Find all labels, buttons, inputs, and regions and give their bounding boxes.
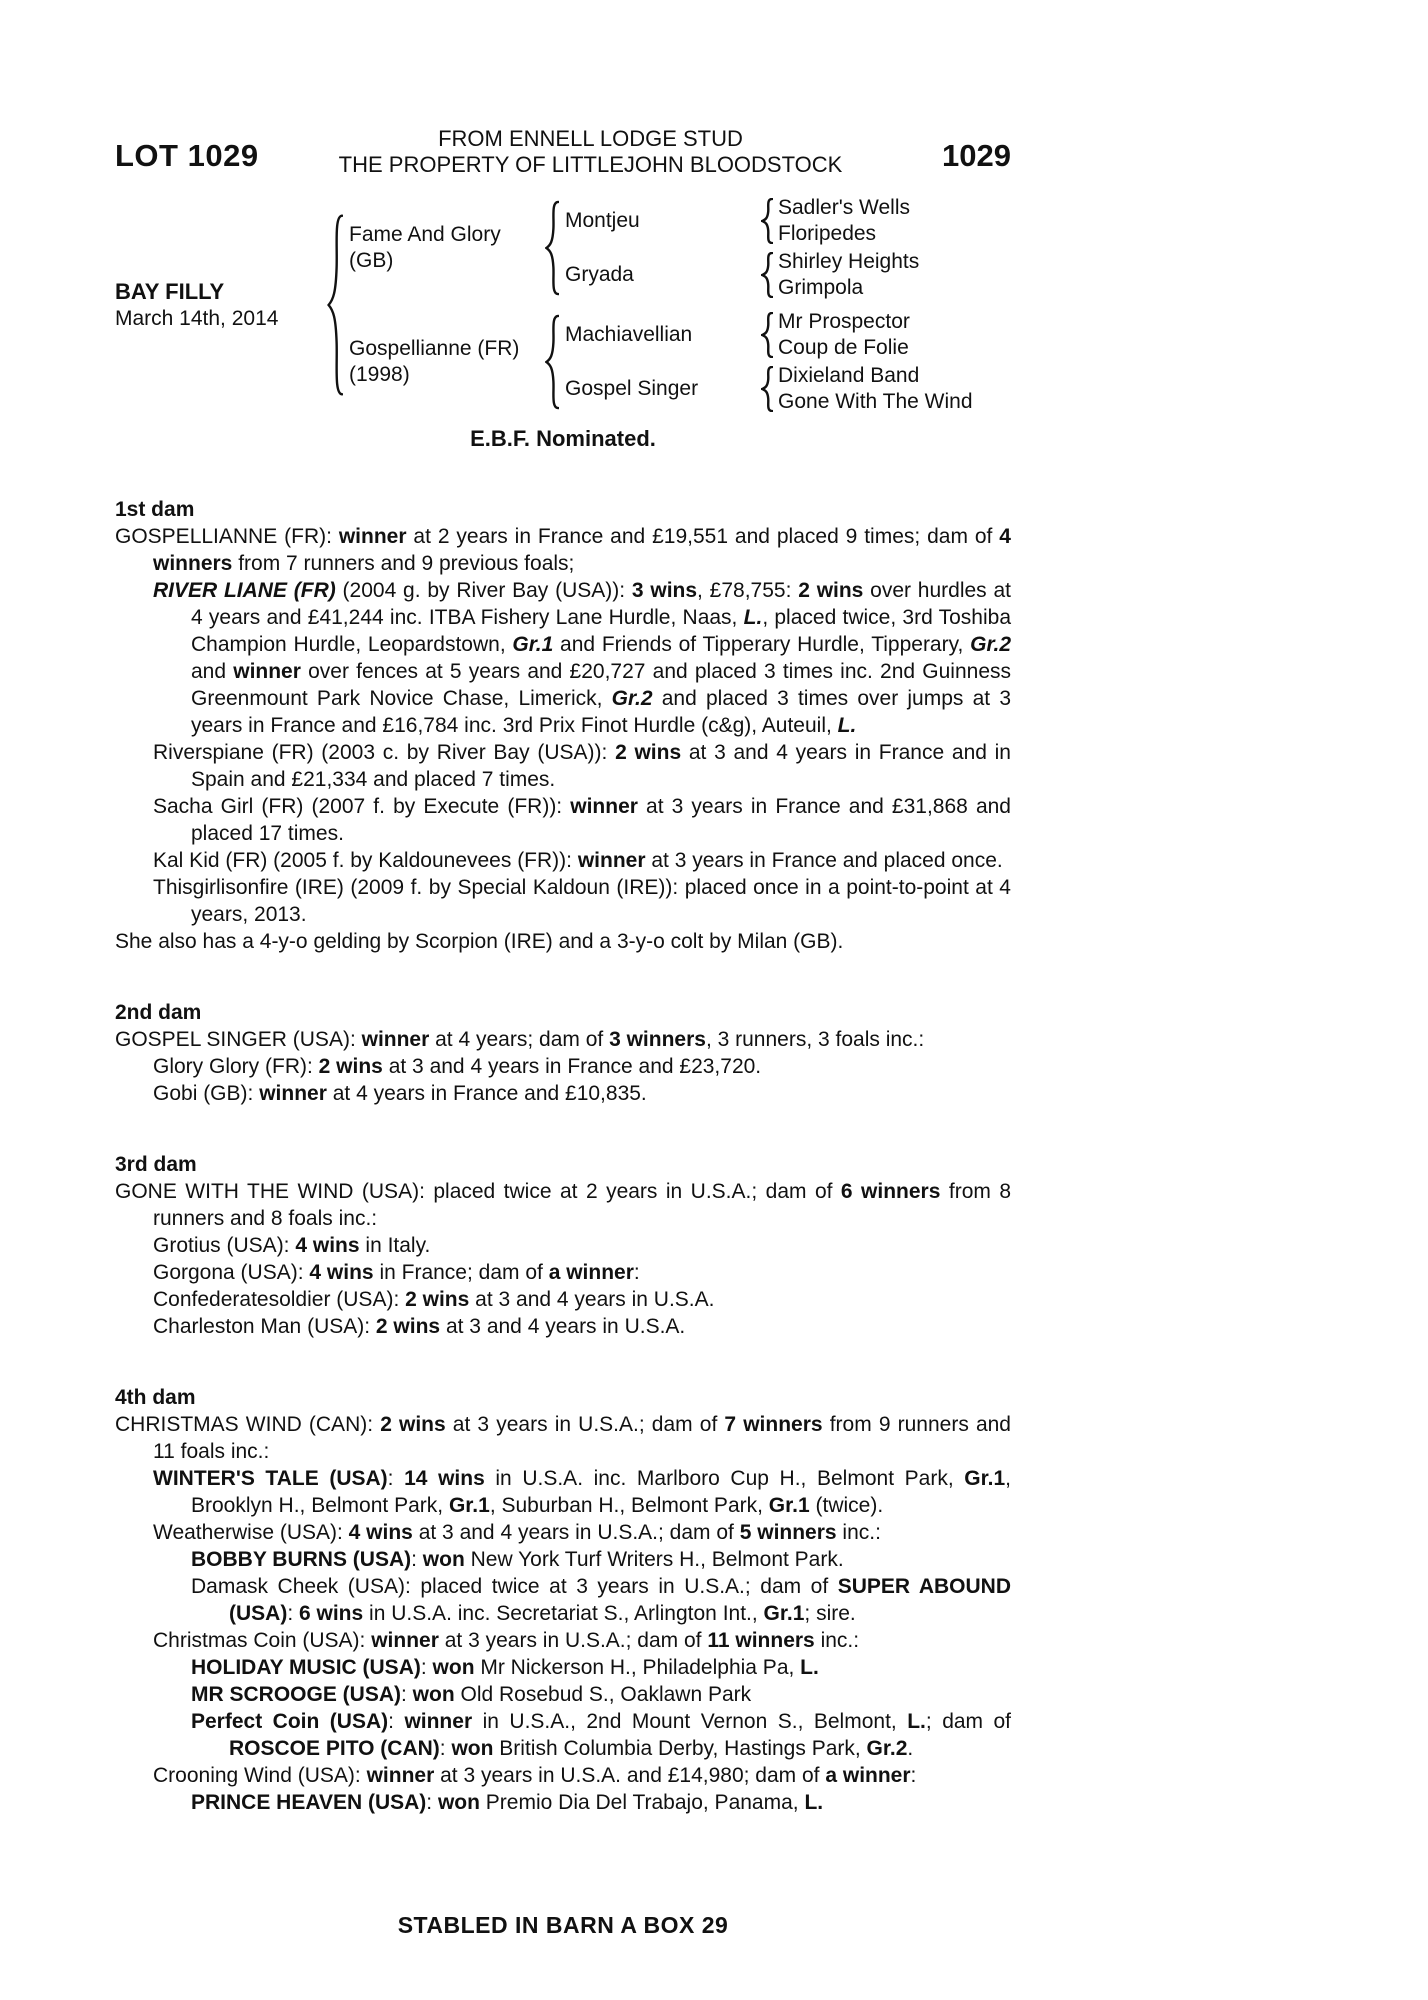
dam-name: Gospellianne (FR)	[349, 337, 520, 360]
sire-parents	[559, 194, 919, 302]
pedigree-paragraph: RIVER LIANE (FR) (2004 g. by River Bay (USA)): 3 wins, £78,755: 2 wins over hurdles at 4 years and £41,244 inc. ITBA Fishery Lane Hurdle, Naas, L., placed twice, 3rd Toshiba Champion Hurdle, Leopardstown, Gr.1 and Friends of Tipperary Hurdle, Tipperary, Gr.2 and winner over fences at 5 years and £20,727 and placed 3 times inc. 2nd Guinness Greenmount Park Novice Chase, Limerick, Gr.2 and placed 3 times over jumps at 3 years in France and £16,784 inc. 3rd Prix Finot Hurdle (c&g), Auteuil, L.	[153, 579, 1012, 737]
dam-heading: 3rd dam	[115, 1153, 197, 1176]
pedigree-brace-icon	[327, 212, 343, 398]
grandparent-name: Sadler's Wells	[778, 196, 910, 219]
pedigree-paragraph: Weatherwise (USA): 4 wins at 3 and 4 years in U.S.A.; dam of 5 winners inc.:	[153, 1521, 881, 1544]
sire-dam-name: Gryada	[565, 263, 634, 286]
pedigree-paragraph: GOSPELLIANNE (FR): winner at 2 years in France and £19,551 and placed 9 times; dam of 4 winners from 7 runners and 9 previous foals;	[115, 525, 1011, 575]
subject-name: BAY FILLY	[115, 279, 225, 304]
parent-unit	[559, 194, 919, 248]
grandparent-name: Mr Prospector	[778, 310, 910, 333]
parent-unit	[559, 362, 973, 416]
dam-heading: 4th dam	[115, 1386, 196, 1409]
pedigree-paragraph: She also has a 4-y-o gelding by Scorpion (IRE) and a 3-y-o colt by Milan (GB).	[115, 930, 844, 953]
pedigree-paragraph: Grotius (USA): 4 wins in Italy.	[153, 1234, 431, 1257]
dam-sections	[115, 496, 1011, 1816]
pedigree-brace-icon	[545, 314, 559, 410]
pedigree-paragraph: Sacha Girl (FR) (2007 f. by Execute (FR)): winner at 3 years in France and £31,868 and placed 17 times.	[153, 795, 1011, 845]
dam-heading: 1st dam	[115, 498, 195, 521]
grandparent-pair	[773, 363, 973, 415]
page-content	[115, 126, 1011, 1939]
dam-section	[115, 999, 1011, 1107]
pedigree-paragraph: CHRISTMAS WIND (CAN): 2 wins at 3 years in U.S.A.; dam of 7 winners from 9 runners and 11 foals inc.:	[115, 1413, 1011, 1463]
dam-cell	[343, 336, 545, 388]
pedigree-paragraph: WINTER'S TALE (USA): 14 wins in U.S.A. inc. Marlboro Cup H., Belmont Park, Gr.1, Brooklyn H., Belmont Park, Gr.1, Suburban H., Belmont Park, Gr.1 (twice).	[153, 1467, 1011, 1517]
pedigree-brace-icon	[761, 312, 773, 358]
sire-cell	[343, 222, 545, 274]
sire-sire-name: Montjeu	[565, 209, 640, 232]
pedigree-paragraph: Perfect Coin (USA): winner in U.S.A., 2nd Mount Vernon S., Belmont, L.; dam of ROSCOE PITO (CAN): won British Columbia Derby, Hastings Park, Gr.2.	[191, 1710, 1012, 1760]
grandparent-name: Shirley Heights	[778, 250, 920, 273]
consignor-from-line: FROM ENNELL LODGE STUD	[438, 126, 743, 151]
sire-suffix: (GB)	[349, 249, 394, 272]
dam-heading: 2nd dam	[115, 1001, 202, 1024]
subject-cell	[115, 278, 327, 332]
grandparent-name: Floripedes	[778, 222, 877, 245]
consignor-block	[330, 126, 851, 178]
parent-unit	[559, 248, 919, 302]
pedigree-paragraph: HOLIDAY MUSIC (USA): won Mr Nickerson H., Philadelphia Pa, L.	[191, 1656, 819, 1679]
pedigree-paragraph: Riverspiane (FR) (2003 c. by River Bay (USA)): 2 wins at 3 and 4 years in France and in Spain and £21,334 and placed 7 times.	[153, 741, 1011, 791]
pedigree-tree	[115, 194, 1011, 416]
pedigree-paragraph: PRINCE HEAVEN (USA): won Premio Dia Del Trabajo, Panama, L.	[191, 1791, 824, 1814]
stabled-location-line: STABLED IN BARN A BOX 29	[397, 1912, 729, 1938]
catalogue-header	[115, 126, 1011, 178]
pedigree-brace-icon	[545, 200, 559, 296]
pedigree-paragraph: Glory Glory (FR): 2 wins at 3 and 4 years in France and £23,720.	[153, 1055, 762, 1078]
pedigree-brace-icon	[761, 366, 773, 412]
pedigree-paragraph: Kal Kid (FR) (2005 f. by Kaldounevees (FR)): winner at 3 years in France and placed once.	[153, 849, 1003, 872]
pedigree-paragraph: Crooning Wind (USA): winner at 3 years in U.S.A. and £14,980; dam of a winner:	[153, 1764, 917, 1787]
grandparent-name: Dixieland Band	[778, 364, 920, 387]
pedigree-paragraph: GONE WITH THE WIND (USA): placed twice at 2 years in U.S.A.; dam of 6 winners from 8 runners and 8 foals inc.:	[115, 1180, 1012, 1230]
pedigree-generations	[343, 194, 973, 416]
sire-branch	[343, 194, 973, 302]
pedigree-paragraph: Gorgona (USA): 4 wins in France; dam of a winner:	[153, 1261, 640, 1284]
parent-unit	[559, 308, 973, 362]
pedigree-paragraph: Christmas Coin (USA): winner at 3 years in U.S.A.; dam of 11 winners inc.:	[153, 1629, 860, 1652]
dam-branch	[343, 308, 973, 416]
pedigree-paragraph: Damask Cheek (USA): placed twice at 3 years in U.S.A.; dam of SUPER ABOUND (USA): 6 wins in U.S.A. inc. Secretariat S., Arlington Int., Gr.1; sire.	[191, 1575, 1011, 1625]
dam-parents	[559, 308, 973, 416]
pedigree-paragraph: Gobi (GB): winner at 4 years in France and £10,835.	[153, 1082, 647, 1105]
dam-section	[115, 1384, 1011, 1816]
pedigree-paragraph: BOBBY BURNS (USA): won New York Turf Writers H., Belmont Park.	[191, 1548, 844, 1571]
pedigree-brace-icon	[761, 252, 773, 298]
grandparent-name: Gone With The Wind	[778, 390, 973, 413]
pedigree-paragraph: Confederatesoldier (USA): 2 wins at 3 and 4 years in U.S.A.	[153, 1288, 715, 1311]
grandparent-pair	[773, 309, 910, 361]
consignor-property-line: THE PROPERTY OF LITTLEJOHN BLOODSTOCK	[338, 152, 843, 177]
grandparent-pair	[773, 249, 919, 301]
dam-dam-name: Gospel Singer	[565, 377, 699, 400]
pedigree-paragraph: GOSPEL SINGER (USA): winner at 4 years; dam of 3 winners, 3 runners, 3 foals inc.:	[115, 1028, 925, 1051]
catalogue-number: 1029	[942, 138, 1011, 173]
grandparent-name: Grimpola	[778, 276, 864, 299]
grandparent-name: Coup de Folie	[778, 336, 909, 359]
dam-sire-name: Machiavellian	[565, 323, 693, 346]
pedigree-paragraph: Thisgirlisonfire (IRE) (2009 f. by Special Kaldoun (IRE)): placed once in a point-to-point at 4 years, 2013.	[153, 876, 1011, 926]
subject-foaling-date: March 14th, 2014	[115, 307, 279, 330]
grandparent-pair	[773, 195, 910, 247]
pedigree-brace-icon	[761, 198, 773, 244]
dam-section	[115, 1151, 1011, 1340]
dam-suffix: (1998)	[349, 363, 410, 386]
pedigree-paragraph: MR SCROOGE (USA): won Old Rosebud S., Oaklawn Park	[191, 1683, 752, 1706]
ebf-nominated-line: E.B.F. Nominated.	[470, 426, 656, 451]
lot-number: LOT 1029	[115, 138, 259, 173]
pedigree-paragraph: Charleston Man (USA): 2 wins at 3 and 4 years in U.S.A.	[153, 1315, 686, 1338]
sire-name: Fame And Glory	[349, 223, 501, 246]
dam-section	[115, 496, 1011, 955]
